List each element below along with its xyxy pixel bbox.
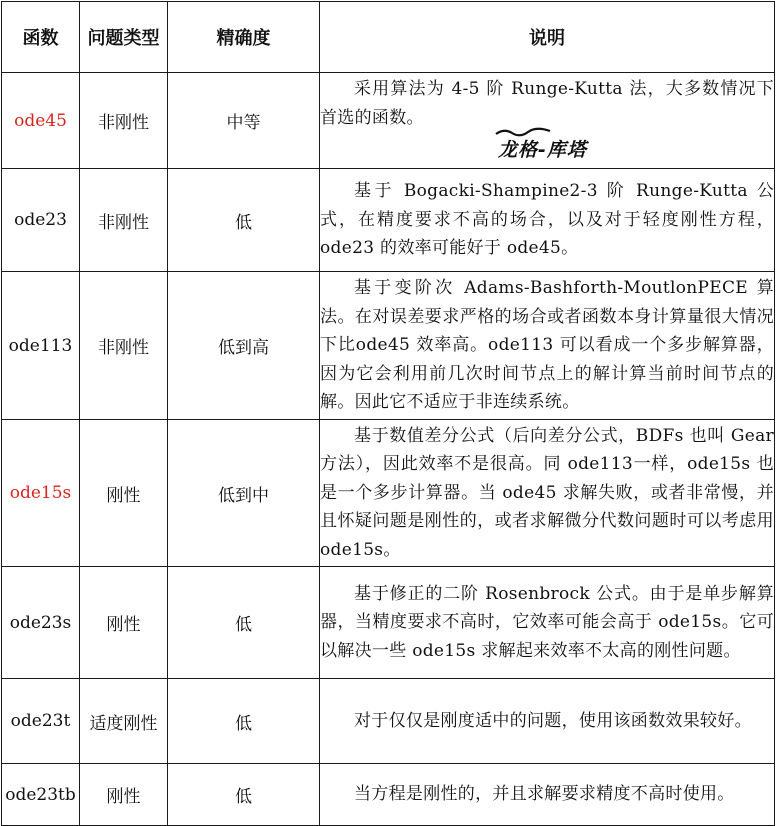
table-row-ode23tb — [2, 764, 775, 826]
function-name: ode45 — [2, 73, 80, 169]
description-cell — [320, 73, 775, 169]
accuracy: 低 — [168, 764, 320, 826]
handwritten-note: 龙格-库塔 — [498, 139, 587, 162]
table-row-ode23t — [2, 679, 775, 764]
table-row-ode113 — [2, 272, 775, 420]
handwritten-annotation — [320, 132, 774, 166]
function-name: ode15s — [2, 420, 80, 567]
description-text: 对于仅仅是刚度适中的问题，使用该函数效果较好。 — [320, 679, 775, 764]
problem-type: 非刚性 — [80, 272, 168, 420]
header-row — [2, 2, 775, 73]
accuracy: 低 — [168, 169, 320, 272]
problem-type: 刚性 — [80, 764, 168, 826]
description-text: 当方程是刚性的，并且求解要求精度不高时使用。 — [320, 764, 775, 826]
header-description: 说明 — [320, 2, 775, 73]
table-row-ode23s — [2, 567, 775, 679]
header-accuracy: 精确度 — [168, 2, 320, 73]
description-text: 基于数值差分公式（后向差分公式，BDFs 也叫 Gear 方法），因此效率不是很高。同 ode113一样，ode15s 也是一个多步计算器。当 ode45 求解失败，或者非常慢，并且怀疑问题是刚性的，或者求解微分代数问题时可以考虑用ode15s。 — [320, 420, 775, 567]
accuracy: 低到高 — [168, 272, 320, 420]
description-text: 基于修正的二阶 Rosenbrock 公式。由于是单步解算器，当精度要求不高时，它效率可能会高于 ode15s。它可以解决一些 ode15s 求解起来效率不太高的刚性问题。 — [320, 567, 775, 679]
function-name: ode23tb — [2, 764, 80, 826]
header-problem-type: 问题类型 — [80, 2, 168, 73]
accuracy: 低 — [168, 679, 320, 764]
function-name: ode23s — [2, 567, 80, 679]
function-name: ode23 — [2, 169, 80, 272]
accuracy: 低 — [168, 567, 320, 679]
problem-type: 非刚性 — [80, 73, 168, 169]
function-name: ode113 — [2, 272, 80, 420]
function-name: ode23t — [2, 679, 80, 764]
table-row-ode15s — [2, 420, 775, 567]
table-row-ode23 — [2, 169, 775, 272]
description-text: 基于 Bogacki-Shampine2-3 阶 Runge-Kutta 公式，在精度要求不高的场合，以及对于轻度刚性方程，ode23 的效率可能好于 ode45。 — [320, 169, 775, 272]
problem-type: 刚性 — [80, 420, 168, 567]
header-function: 函数 — [2, 2, 80, 73]
problem-type: 非刚性 — [80, 169, 168, 272]
accuracy: 低到中 — [168, 420, 320, 567]
table-row-ode45 — [2, 73, 775, 169]
description-text: 采用算法为 4-5 阶 Runge-Kutta 法，大多数情况下首选的函数。 — [320, 78, 774, 128]
problem-type: 适度刚性 — [80, 679, 168, 764]
accuracy: 中等 — [168, 73, 320, 169]
problem-type: 刚性 — [80, 567, 168, 679]
ode-solver-table — [1, 1, 775, 826]
description-text: 基于变阶次 Adams-Bashforth-MoutlonPECE 算法。在对误差要求严格的场合或者函数本身计算量很大情况下比ode45 效率高。ode113 可以看成一个多步解算器，因为它会利用前几次时间节点上的解计算当前时间节点的解。因此它不适应于非连续系统。 — [320, 272, 775, 420]
